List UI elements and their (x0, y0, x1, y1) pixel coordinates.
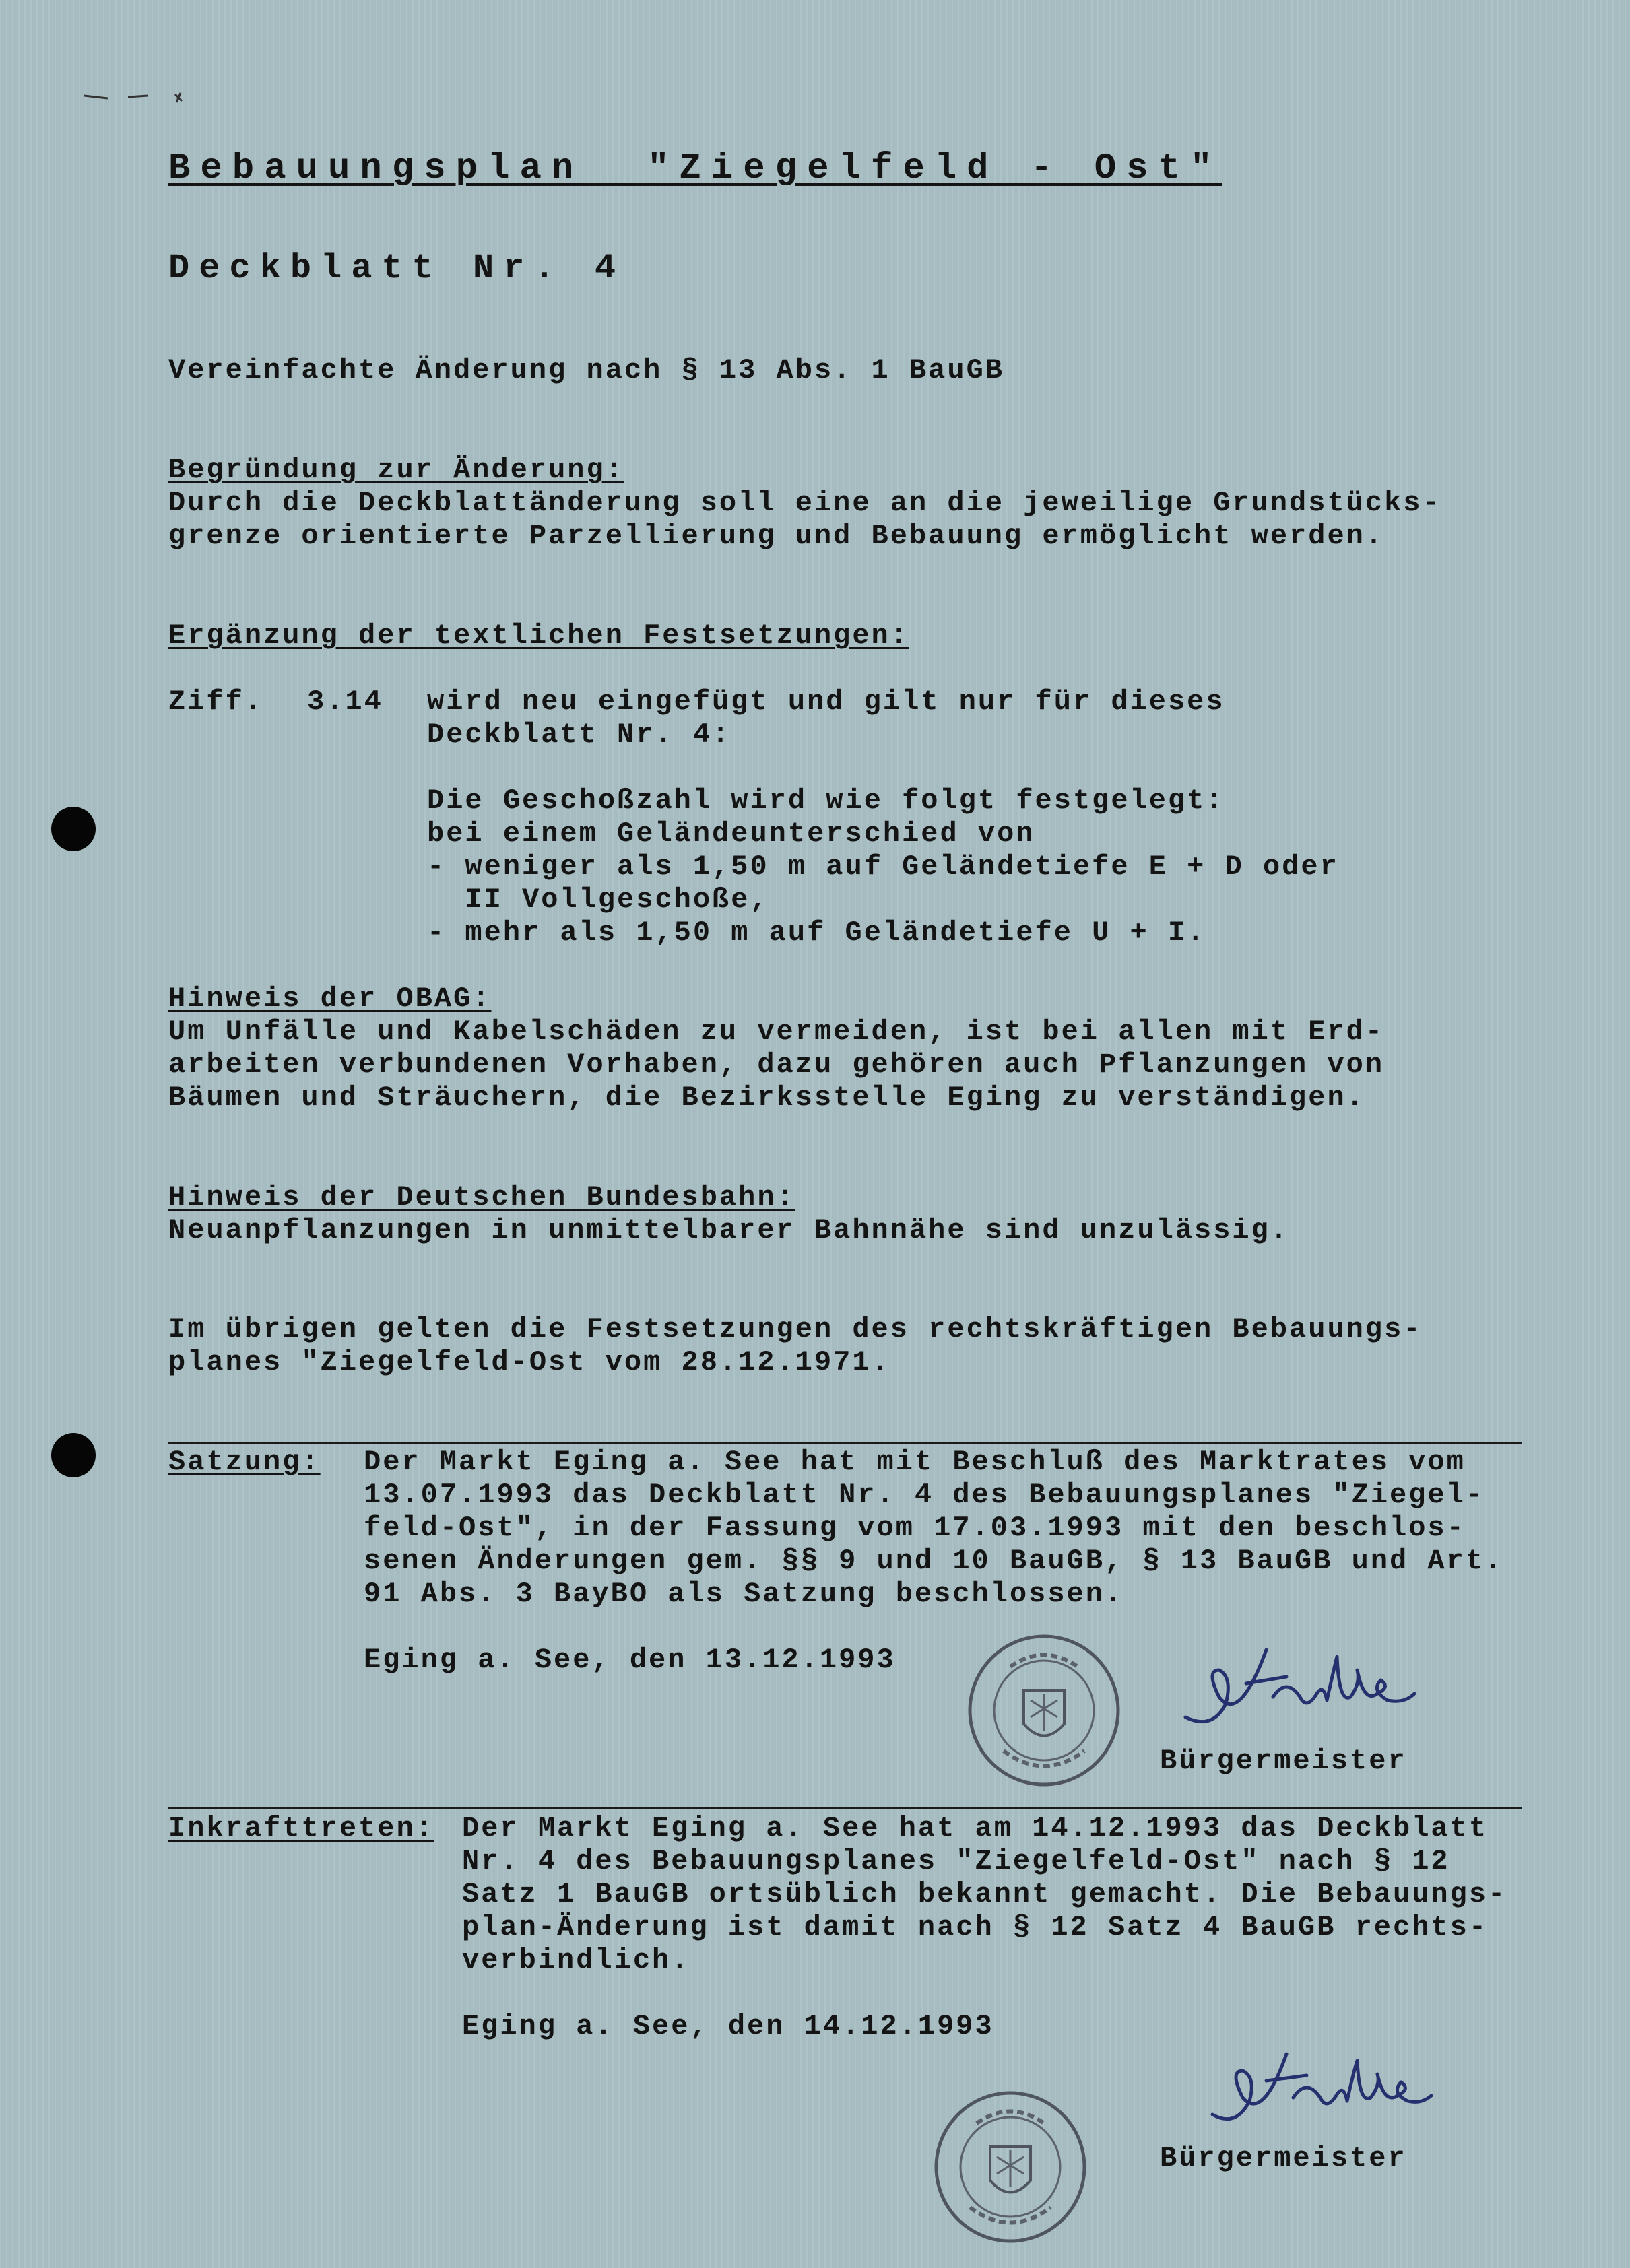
ergaenzung-heading: Ergänzung der textlichen Festsetzungen: (168, 620, 909, 652)
ergaenzung-line: - weniger als 1,50 m auf Geländetiefe E + D oder (427, 850, 1339, 883)
begruendung-heading: Begründung zur Änderung: (168, 454, 624, 486)
hinweis-obag-line: arbeiten verbundenen Vorhaben, dazu gehören auch Pflanzungen von (168, 1048, 1385, 1081)
satzung-line: 13.07.1993 das Deckblatt Nr. 4 des Bebauungsplanes "Ziegel- (364, 1479, 1485, 1511)
ergaenzung-line: bei einem Geländeunterschied von (427, 818, 1035, 850)
ergaenzung-line: Deckblatt Nr. 4: (427, 719, 731, 751)
mayor-title: Bürgermeister (1160, 2142, 1407, 2174)
section-divider (168, 1807, 1522, 1809)
municipal-seal-stamp (930, 2086, 1091, 2248)
punch-hole-lower (51, 1433, 96, 1477)
punch-hole-upper (51, 807, 96, 851)
hinweis-obag-heading: Hinweis der OBAG: (168, 982, 492, 1015)
deckblatt-number: Deckblatt Nr. 4 (168, 248, 626, 288)
satzung-label: Satzung: (168, 1446, 321, 1478)
inkraft-line: verbindlich. (462, 1944, 690, 1976)
section-divider (168, 1442, 1522, 1444)
begruendung-line: grenze orientierte Parzellierung und Bebauung ermöglicht werden. (168, 520, 1385, 552)
hinweis-obag-line: Bäumen und Sträuchern, die Bezirksstelle Eging zu verständigen. (168, 1081, 1365, 1114)
ziff-label: Ziff. (168, 686, 264, 718)
mayor-signature-1 (1172, 1630, 1435, 1737)
municipal-seal-stamp (963, 1630, 1125, 1791)
document-title: Bebauungsplan "Ziegelfeld - Ost" (168, 148, 1222, 189)
ergaenzung-line: II Vollgeschoße, (427, 883, 769, 916)
mayor-title: Bürgermeister (1160, 1745, 1407, 1777)
ergaenzung-line: wird neu eingefügt und gilt nur für dieses (427, 686, 1225, 718)
hinweis-obag-line: Um Unfälle und Kabelschäden zu vermeiden, ist bei allen mit Erd- (168, 1015, 1385, 1048)
ergaenzung-line: - mehr als 1,50 m auf Geländetiefe U + I. (427, 916, 1206, 949)
inkraft-line: plan-Änderung ist damit nach § 12 Satz 4 BauGB rechts- (462, 1911, 1489, 1943)
change-description: Vereinfachte Änderung nach § 13 Abs. 1 BauGB (168, 354, 1004, 387)
satzung-line: Der Markt Eging a. See hat mit Beschluß des Marktrates vom (364, 1446, 1466, 1478)
mayor-signature-2 (1199, 2034, 1441, 2141)
hinweis-bahn-heading: Hinweis der Deutschen Bundesbahn: (168, 1181, 795, 1213)
inkraft-line: Nr. 4 des Bebauungsplanes "Ziegelfeld-Ost" nach § 12 (462, 1845, 1450, 1877)
satzung-place-date: Eging a. See, den 13.12.1993 (364, 1644, 896, 1676)
inkraft-label: Inkrafttreten: (168, 1812, 434, 1844)
ergaenzung-line: Die Geschoßzahl wird wie folgt festgelegt: (427, 785, 1225, 817)
scan-mark (81, 88, 195, 108)
uebrigen-line: Im übrigen gelten die Festsetzungen des rechtskräftigen Bebauungs- (168, 1313, 1423, 1345)
satzung-line: 91 Abs. 3 BayBO als Satzung beschlossen. (364, 1578, 1124, 1610)
inkraft-line: Satz 1 BauGB ortsüblich bekannt gemacht. Die Bebauungs- (462, 1878, 1507, 1910)
satzung-line: feld-Ost", in der Fassung vom 17.03.1993 mit den beschlos- (364, 1512, 1466, 1544)
begruendung-line: Durch die Deckblattänderung soll eine an die jeweilige Grundstücks- (168, 487, 1441, 519)
ziff-number: 3.14 (307, 686, 383, 718)
hinweis-bahn-line: Neuanpflanzungen in unmittelbarer Bahnnähe sind unzulässig. (168, 1214, 1290, 1246)
inkraft-line: Der Markt Eging a. See hat am 14.12.1993 das Deckblatt (462, 1812, 1489, 1844)
satzung-line: senen Änderungen gem. §§ 9 und 10 BauGB, § 13 BauGB und Art. (364, 1545, 1504, 1577)
inkraft-place-date: Eging a. See, den 14.12.1993 (462, 2010, 994, 2042)
uebrigen-line: planes "Ziegelfeld-Ost vom 28.12.1971. (168, 1346, 890, 1378)
